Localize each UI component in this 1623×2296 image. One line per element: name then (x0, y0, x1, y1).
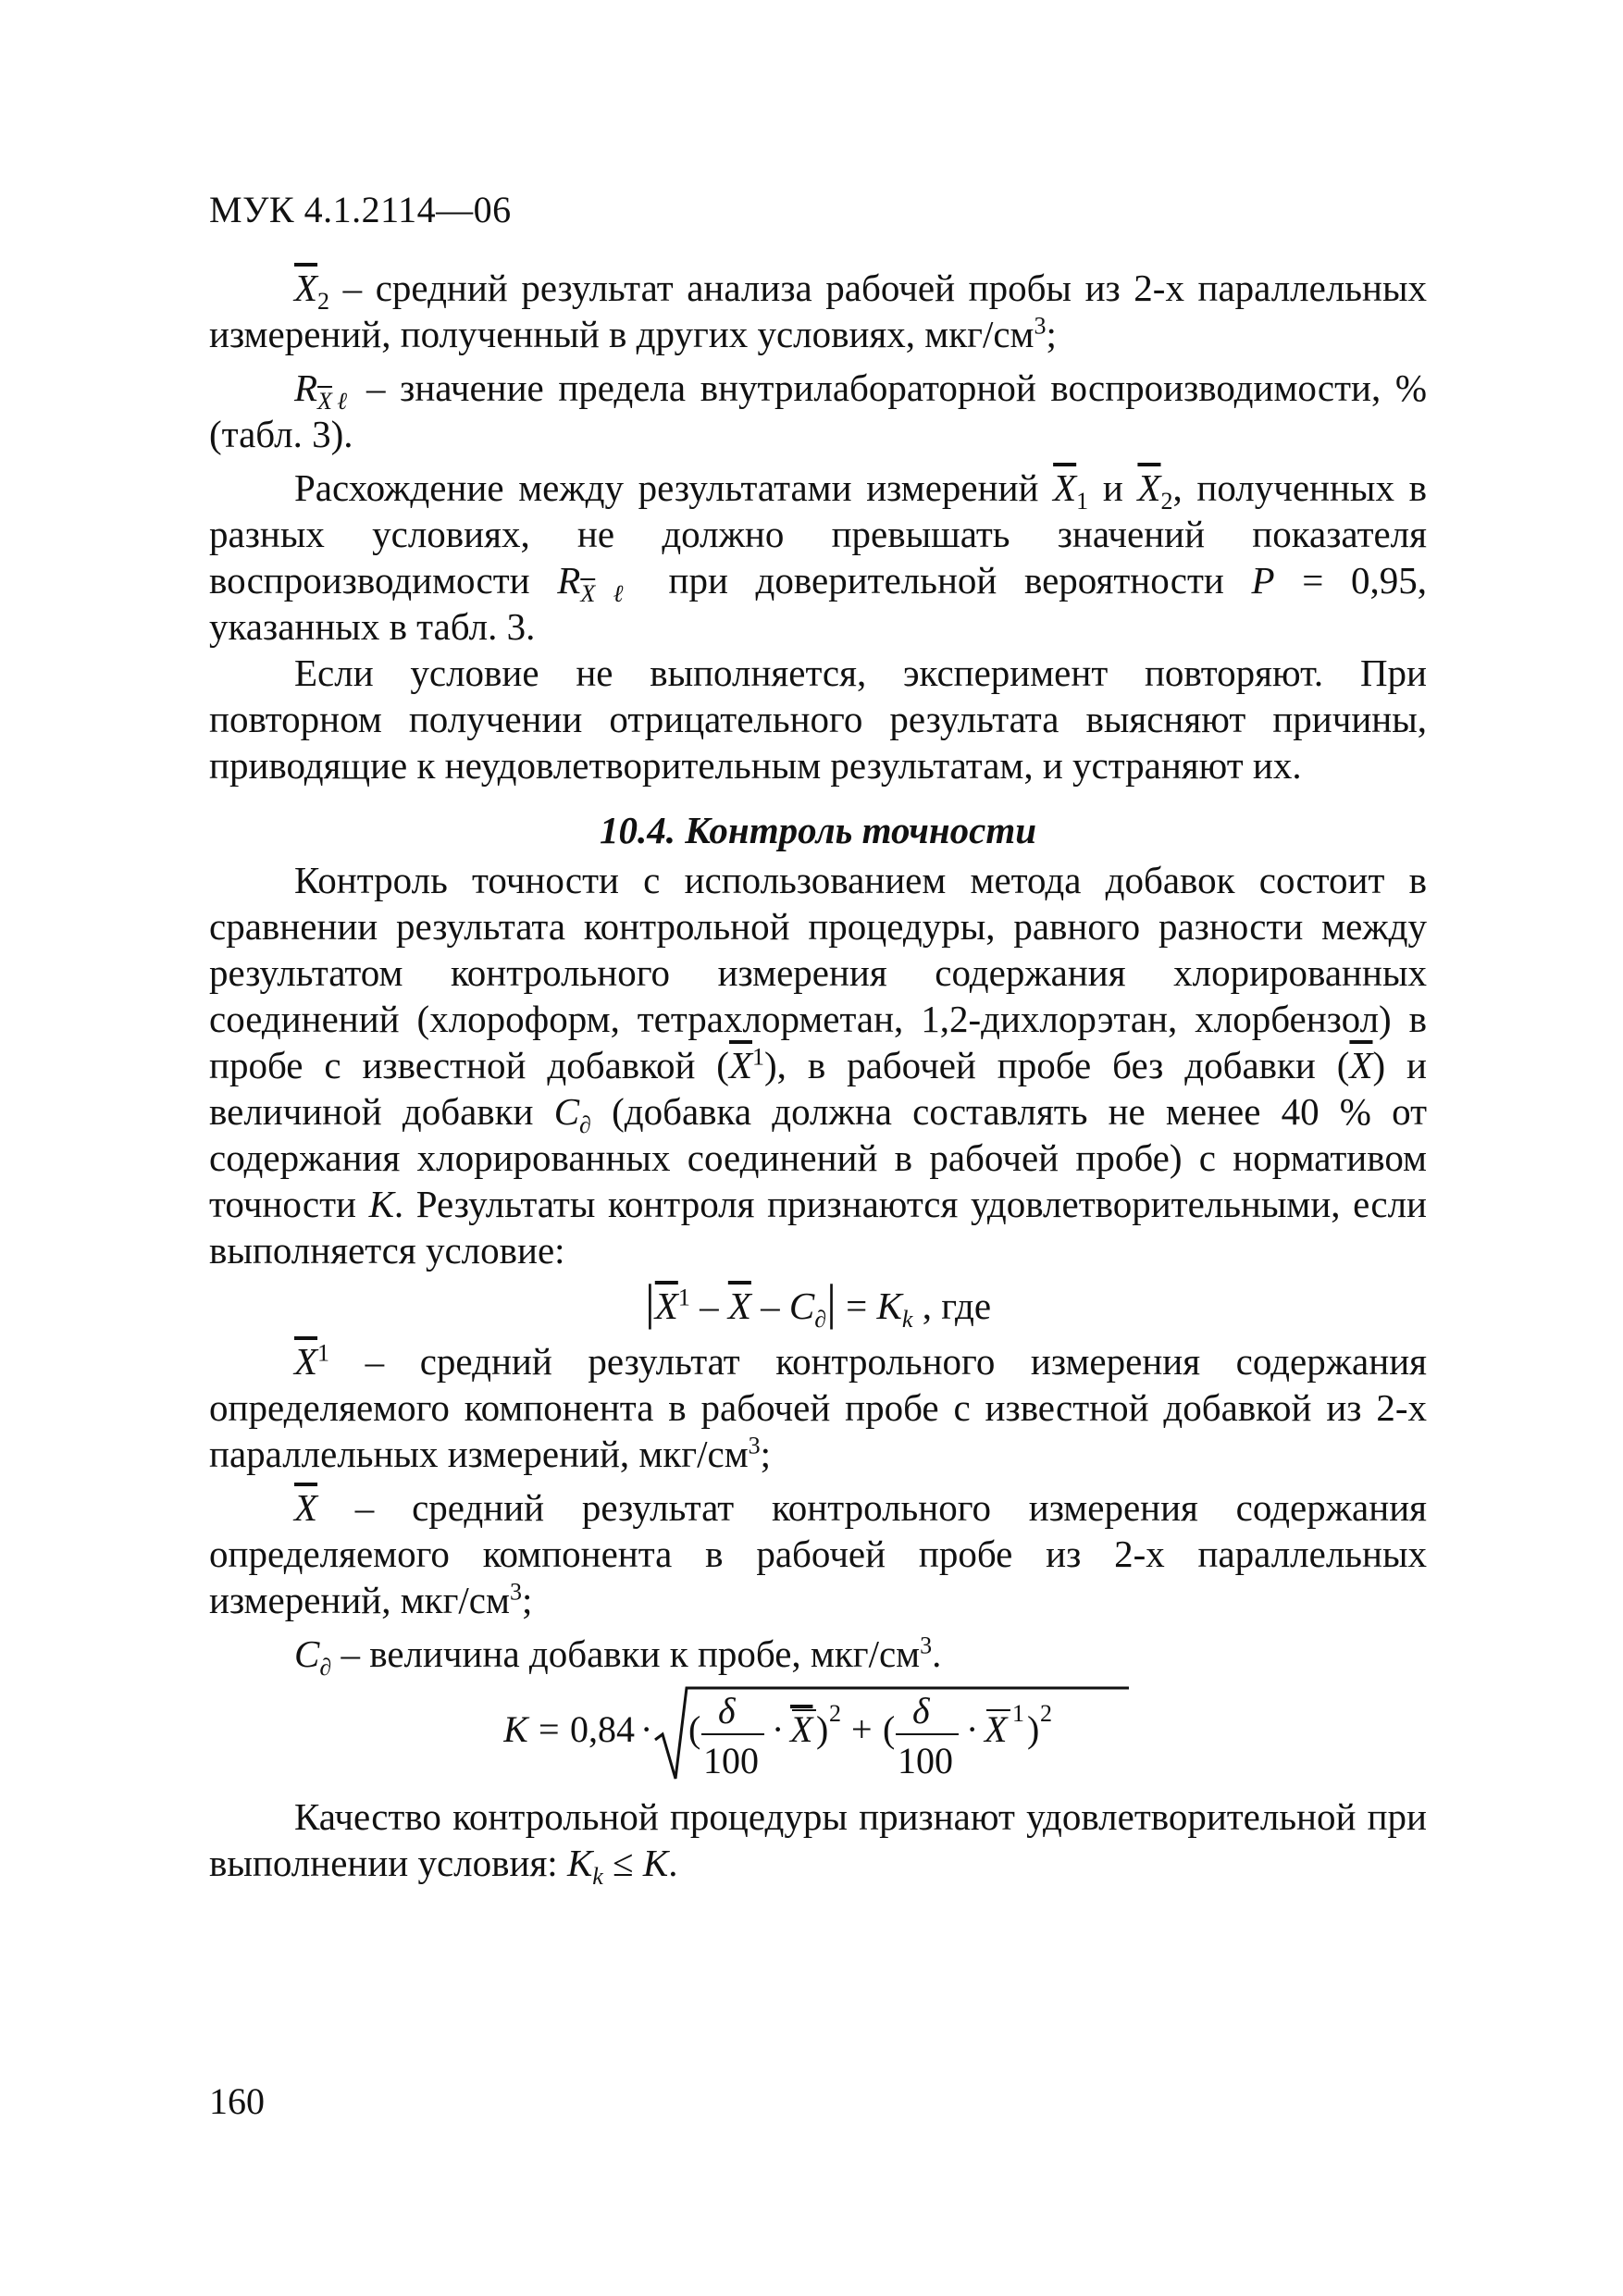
text: ; (1046, 313, 1057, 355)
symbol-x-bar: $\overline{X}$ (294, 1486, 318, 1529)
subscript: ∂ (814, 1306, 827, 1334)
paragraph-accuracy-control (209, 857, 1427, 1273)
paragraph-discrepancy (209, 465, 1427, 650)
text: Расхождение между результатами измерений (294, 466, 1054, 509)
formula-condition (209, 1274, 1427, 1334)
text: , где (922, 1285, 992, 1327)
paragraph-x-definition (209, 1484, 1427, 1623)
symbol-c: C (788, 1285, 815, 1327)
delta: δ (912, 1690, 930, 1731)
text: = 0,95, указанных в табл. 3. (209, 559, 1427, 648)
superscript: 1 (677, 1284, 690, 1311)
superscript: 3 (1034, 312, 1047, 340)
operator: – (761, 1285, 780, 1327)
text: , полученных в разных условиях, не должно превышать значений показателя воспроизводимости (209, 466, 1427, 602)
text: Контроль точности с использованием метода добавок состоит в сравнении результата контрольной процедуры, равного разности между результатом контрольного измерения содержания хлорированных соединений (хлороформ, тетрахлорметан, 1,2-дихлорэтан, хлорбензол) в пробе с известной добавкой ( (209, 859, 1427, 1086)
superscript: 3 (509, 1578, 522, 1606)
symbol-x-bar: X (985, 1708, 1008, 1750)
subscript-x: $\overline{X}$ (317, 388, 332, 416)
subscript: 1 (1076, 488, 1089, 515)
symbol-x-bar: $\overline{X}$ (654, 1285, 678, 1327)
paren-close: ) (1027, 1708, 1040, 1750)
paragraph-x2-definition (209, 265, 1427, 357)
operator: ≤ (613, 1842, 634, 1884)
operator: · (772, 1708, 785, 1750)
superscript: 1 (317, 1339, 330, 1367)
operator: = (539, 1708, 560, 1750)
text: . (668, 1842, 678, 1884)
superscript: 1 (752, 1043, 765, 1071)
paragraph-x1-definition (209, 1338, 1427, 1477)
symbol-x-bar: $\overline{X}$ (1349, 1044, 1373, 1086)
abs-bar-right: | (826, 1274, 836, 1330)
text: (добавка должна составлять не менее 40 % от содержания хлорированных соединений в рабочей пробе) с нормативом точности (209, 1090, 1428, 1225)
delta: δ (718, 1690, 736, 1731)
document-code: МУК 4.1.2114—06 (209, 189, 512, 230)
text: – средний результат анализа рабочей пробы из 2-х параллельных измерений, полученный в других условиях, мкг/см (209, 267, 1427, 355)
subscript: ∂ (319, 1654, 332, 1682)
paragraph-quality (209, 1793, 1427, 1891)
symbol-x-bar: $\overline{X}$ (728, 1044, 753, 1086)
subscript: ∂ (579, 1111, 591, 1139)
abs-bar-left: | (644, 1274, 655, 1330)
text: при доверительной вероятности (640, 559, 1252, 602)
operator: = (846, 1285, 868, 1327)
subscript: 2 (1160, 488, 1173, 515)
text: ) и величиной добавки (209, 1044, 1427, 1133)
text: ), в рабочей пробе без добавки ( (764, 1044, 1350, 1086)
operator: · (640, 1708, 653, 1750)
superscript: 3 (748, 1432, 761, 1459)
subscript-l: ℓ (331, 388, 353, 416)
text: – значение предела внутрилабораторной воспроизводимости, % (табл. 3). (209, 366, 1427, 455)
operator: · (966, 1708, 979, 1750)
symbol-r: R (294, 366, 318, 409)
page-body (209, 265, 1428, 1891)
paren-open: ( (688, 1708, 701, 1750)
text: – величина добавки к пробе, мкг/см (331, 1632, 921, 1675)
formula-k (209, 1682, 1427, 1784)
symbol-x-bar: X (790, 1708, 813, 1750)
symbol-k: K (642, 1842, 669, 1884)
denominator: 100 (898, 1740, 953, 1781)
subscript-l: ℓ (595, 580, 641, 608)
text: – средний результат контрольного измерения содержания определяемого компонента в рабочей пробе с известной добавкой из 2-х параллельных измерений, мкг/см (209, 1340, 1427, 1475)
symbol-c: C (553, 1090, 580, 1133)
subscript: 2 (317, 288, 330, 316)
text: ; (760, 1433, 772, 1475)
symbol-p: P (1251, 559, 1275, 602)
symbol-k: K (876, 1285, 902, 1327)
coefficient: 0,84 (570, 1708, 635, 1750)
text: . Результаты контроля признаются удовлетворительными, если выполняется условие: (209, 1183, 1427, 1272)
symbol-x-bar: $\overline{X}$ (294, 267, 318, 309)
paragraph-repeat: Если условие не выполняется, эксперимент повторяют. При повторном получении отрицательного результата выясняют причины, приводящие к неудовлетворительным результатам, и устраняют их. (209, 652, 1427, 787)
subscript-x: $\overline{X}$ (580, 580, 596, 608)
operator: – (700, 1285, 719, 1327)
symbol-x-bar: $\overline{X}$ (1137, 466, 1161, 509)
superscript: 1 (1012, 1700, 1024, 1727)
page-number: 160 (209, 2080, 265, 2122)
subscript: k (592, 1863, 603, 1891)
subscript: k (901, 1306, 913, 1334)
formula-k-svg (503, 1682, 1133, 1784)
operator: + (851, 1708, 873, 1750)
superscript: 2 (829, 1700, 841, 1727)
symbol-k: K (503, 1708, 528, 1750)
text: – средний результат контрольного измерения содержания определяемого компонента в рабочей пробе из 2-х параллельных измерений, мкг/см (209, 1486, 1427, 1621)
superscript: 2 (1040, 1700, 1052, 1727)
paren-close: ) (816, 1708, 829, 1750)
symbol-x-bar: $\overline{X}$ (1053, 466, 1077, 509)
text: Качество контрольной процедуры признают удовлетворительной при выполнении условия: (209, 1795, 1427, 1884)
symbol-x-bar: $\overline{X}$ (294, 1340, 318, 1383)
denominator: 100 (703, 1740, 759, 1781)
symbol-x-bar: $\overline{X}$ (727, 1285, 751, 1327)
text: . (932, 1632, 942, 1675)
paren-open: ( (883, 1708, 896, 1750)
text: и (1088, 466, 1138, 509)
symbol-r: R (557, 559, 581, 602)
symbol-k: K (368, 1183, 394, 1225)
symbol-k: K (566, 1842, 593, 1884)
paragraph-r-definition (209, 365, 1427, 457)
paragraph-c-definition (209, 1631, 1427, 1682)
symbol-c: C (294, 1632, 320, 1675)
text: ; (521, 1579, 533, 1621)
section-heading: 10.4. Контроль точности (599, 809, 1037, 851)
superscript: 3 (920, 1632, 933, 1659)
